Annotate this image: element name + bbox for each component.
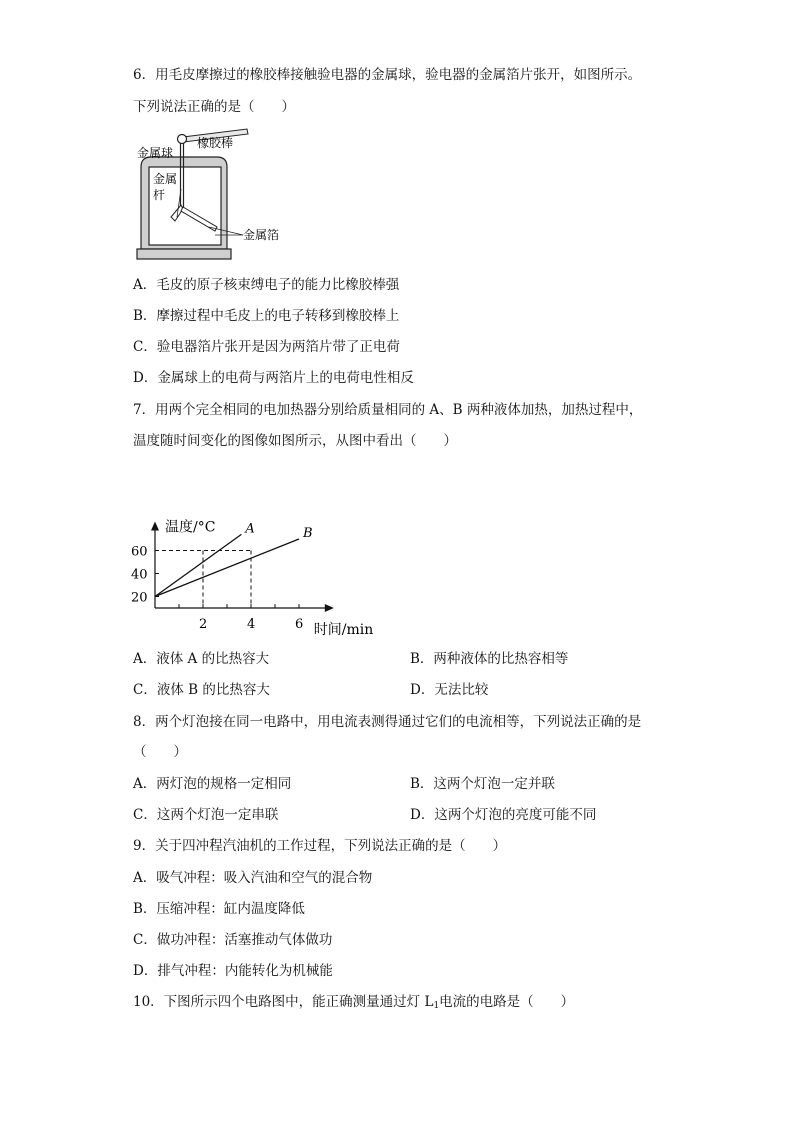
q7-option-a: A．液体 A 的比热容大	[133, 651, 270, 667]
q8-option-b: B．这两个灯泡一定并联	[410, 776, 555, 792]
q7-option-c: C．液体 B 的比热容大	[133, 682, 270, 698]
q8-stem-line1: 8．两个灯泡接在同一电路中，用电流表测得通过它们的电流相等，下列说法正确的是	[133, 714, 642, 730]
q9-option-d: D．排气冲程：内能转化为机械能	[133, 963, 333, 979]
q9-option-c: C．做功冲程：活塞推动气体做功	[133, 932, 333, 948]
y-tick-label-20: 20	[131, 590, 148, 606]
q7-stem-line2: 温度随时间变化的图像如图所示，从图中看出（ ）	[133, 433, 457, 449]
series-line-B	[155, 539, 299, 597]
q6-option-d: D．金属球上的电荷与两箔片上的电荷电性相反	[133, 370, 414, 386]
series-label-A: A	[245, 521, 255, 537]
x-tick-label-2: 2	[199, 617, 208, 632]
label-rubber-rod: 橡胶棒	[197, 136, 234, 150]
q8-stem-line2: （ ）	[133, 744, 187, 760]
q6-stem-line2: 下列说法正确的是（ ）	[133, 99, 295, 115]
q9-option-b: B．压缩冲程：缸内温度降低	[133, 901, 305, 917]
q6-option-b: B．摩擦过程中毛皮上的电子转移到橡胶棒上	[133, 308, 400, 324]
q10-stem-suffix: 电流的电路是（ ）	[439, 994, 575, 1010]
q10-stem-subscript: 1	[433, 1001, 440, 1011]
q6-option-c: C．验电器箔片张开是因为两箔片带了正电荷	[133, 339, 400, 355]
electroscope-figure	[135, 127, 295, 267]
x-axis-label: 时间/min	[313, 622, 374, 638]
y-axis-arrow	[151, 522, 159, 531]
label-metal-shaft-1: 金属	[153, 172, 178, 186]
y-tick-label-40: 40	[131, 567, 148, 583]
chart-svg	[128, 452, 388, 642]
q10-stem-prefix: 10．下图所示四个电路图中，能正确测量通过灯 L	[133, 994, 434, 1010]
x-tick-label-6: 6	[295, 617, 304, 632]
q8-option-d: D．这两个灯泡的亮度可能不同	[410, 807, 597, 823]
q6-stem-line1: 6．用毛皮摩擦过的橡胶棒接触验电器的金属球，验电器的金属箔片张开，如图所示。	[133, 67, 642, 83]
x-tick-label-4: 4	[247, 617, 256, 632]
series-label-B: B	[303, 526, 313, 541]
q9-stem: 9．关于四冲程汽油机的工作过程，下列说法正确的是（ ）	[133, 838, 507, 854]
label-metal-ball: 金属球	[137, 146, 174, 160]
q9-option-a: A．吸气冲程：吸入汽油和空气的混合物	[133, 870, 373, 886]
electroscope-diagram	[135, 127, 295, 267]
q10-stem	[133, 993, 574, 1015]
y-tick-label-60: 60	[131, 544, 148, 560]
q8-option-c: C．这两个灯泡一定串联	[133, 807, 279, 823]
q7-option-d: D．无法比较	[410, 682, 489, 698]
series-line-A	[155, 534, 241, 596]
label-metal-shaft-2: 杆	[153, 188, 166, 202]
q8-option-a: A．两灯泡的规格一定相同	[133, 776, 292, 792]
q6-option-a: A．毛皮的原子核束缚电子的能力比橡胶棒强	[133, 277, 400, 293]
x-axis-arrow	[325, 604, 334, 612]
q7-option-b: B．两种液体的比热容相等	[410, 651, 569, 667]
q7-stem-line1: 7．用两个完全相同的电加热器分别给质量相同的 A、B 两种液体加热，加热过程中，	[133, 402, 643, 418]
electroscope-base	[137, 249, 231, 259]
temperature-time-chart	[128, 452, 388, 642]
y-axis-label: 温度/°C	[165, 519, 216, 536]
metal-ball	[178, 135, 187, 144]
label-metal-foil: 金属箔	[243, 228, 280, 242]
